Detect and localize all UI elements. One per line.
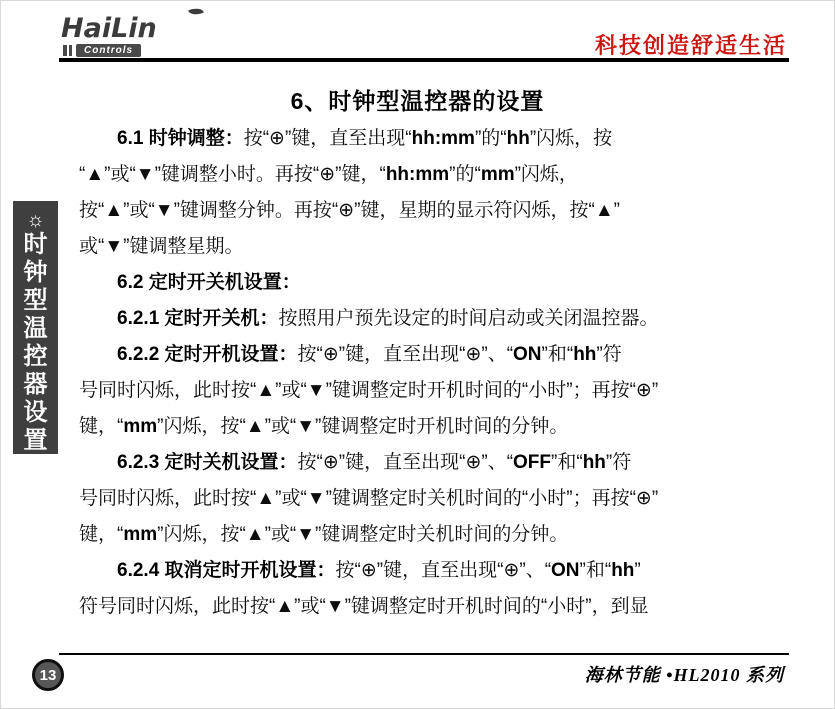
body-line [79,301,816,337]
body-segment-bold: 6.2.4 取消定时开机设置： [117,560,336,581]
body-segment-bold: hh [611,560,635,581]
sidebar-label-char: 时 [23,231,48,258]
body-segment-bold: hh [573,344,597,365]
body-segment-bold: 6.2.3 定时关机设置： [117,452,298,473]
body-line [79,121,816,157]
body-line [79,193,816,229]
body-text [79,121,816,625]
header-slogan: 科技创造舒适生活 [594,33,787,58]
body-segment-bold: 6.2.1 定时开关机： [117,308,279,329]
body-segment-bold: ON [551,560,580,581]
sidebar-label-char: 型 [23,287,48,314]
body-segment: ”闪烁，按“▲”或“▼”键调整定时关机时间的分钟。 [157,524,569,545]
sidebar-label-char: 控 [23,343,48,370]
body-line [79,481,816,517]
body-segment-bold: hh [506,128,530,149]
logo-brand-text: HaiLin [61,13,157,44]
sidebar-section-tab [13,201,58,454]
body-segment: ”符 [605,452,632,473]
body-segment: 键，“ [79,524,124,545]
sidebar-label-char: 设 [23,399,48,426]
page-number-badge: 13 [32,659,64,691]
footer-rule [59,653,789,655]
body-line [79,265,816,301]
body-line [79,373,816,409]
body-segment: ”闪烁，按“▲”或“▼”键调整定时开机时间的分钟。 [157,416,569,437]
body-segment: ”闪烁， [514,164,578,185]
gear-icon: ☼ [26,209,45,231]
footer-series-text: 海林节能 •HL2010 系列 [584,665,784,685]
body-segment: ”和“ [579,560,612,581]
body-segment-bold: 6.2.2 定时开机设置： [117,344,298,365]
hailin-logo [61,15,211,57]
body-segment-bold: 6.1 时钟调整： [117,128,244,149]
body-segment: ”符 [596,344,622,365]
body-segment-bold: mm [480,164,515,185]
sidebar-label-char: 钟 [23,259,48,286]
body-segment-bold: OFF [513,452,552,473]
body-segment: 号同时闪烁，此时按“▲”或“▼”键调整定时开机时间的“小时”；再按“⊕” [79,380,659,401]
leaf-icon [188,6,203,17]
sidebar-label-char: 温 [23,315,48,342]
body-segment: 按“⊕”键，直至出现“⊕”、“ [335,560,552,581]
body-segment: 按“⊕”键，直至出现“⊕”、“ [297,452,514,473]
body-segment: 符号同时闪烁，此时按“▲”或“▼”键调整定时开机时间的“小时”，到显 [79,596,649,617]
body-line [79,229,816,265]
body-segment: 按“▲”或“▼”键调整分钟。再按“⊕”键，星期的显示符闪烁，按“▲” [79,200,620,221]
page-title: 6、时钟型温控器的设置 [290,88,545,114]
body-segment: ”和“ [551,452,583,473]
body-line [79,337,816,373]
body-line [79,517,816,553]
body-line [79,553,816,589]
body-segment: 按“⊕”键，直至出现“⊕”、“ [297,344,514,365]
header-rule [59,58,789,62]
logo-controls-label: Controls [76,44,141,57]
logo-stripe-icon [63,45,67,56]
body-segment: 键，“ [79,416,124,437]
body-segment: ”的“ [449,164,481,185]
body-segment: 按“⊕”键，直至出现“ [243,128,412,149]
body-line [79,445,816,481]
body-segment: ”的“ [474,128,507,149]
body-segment: ”闪烁，按 [529,128,613,149]
body-segment-bold: hh [582,452,606,473]
logo-sub-row [63,44,211,57]
body-segment-bold: hh:mm [411,128,475,149]
body-segment: ”和“ [541,344,574,365]
body-segment-bold: ON [513,344,542,365]
body-segment-bold: mm [123,524,158,545]
body-line [79,157,816,193]
body-segment-bold: 6.2 定时开关机设置： [117,272,301,293]
logo-stripe-icon [69,45,72,56]
body-line [79,589,816,625]
body-segment: “▲”或“▼”键调整小时。再按“⊕”键，“ [79,164,386,185]
sidebar-label-char: 器 [23,371,48,398]
body-segment: 或“▼”键调整星期。 [79,236,244,257]
body-segment: ” [634,560,641,581]
body-segment: 号同时闪烁，此时按“▲”或“▼”键调整定时关机时间的“小时”；再按“⊕” [79,488,659,509]
body-segment: 按照用户预先设定的时间启动或关闭温控器。 [278,308,659,329]
body-line [79,409,816,445]
body-segment-bold: hh:mm [385,164,450,185]
body-segment-bold: mm [123,416,158,437]
sidebar-label-char: 置 [23,427,48,454]
